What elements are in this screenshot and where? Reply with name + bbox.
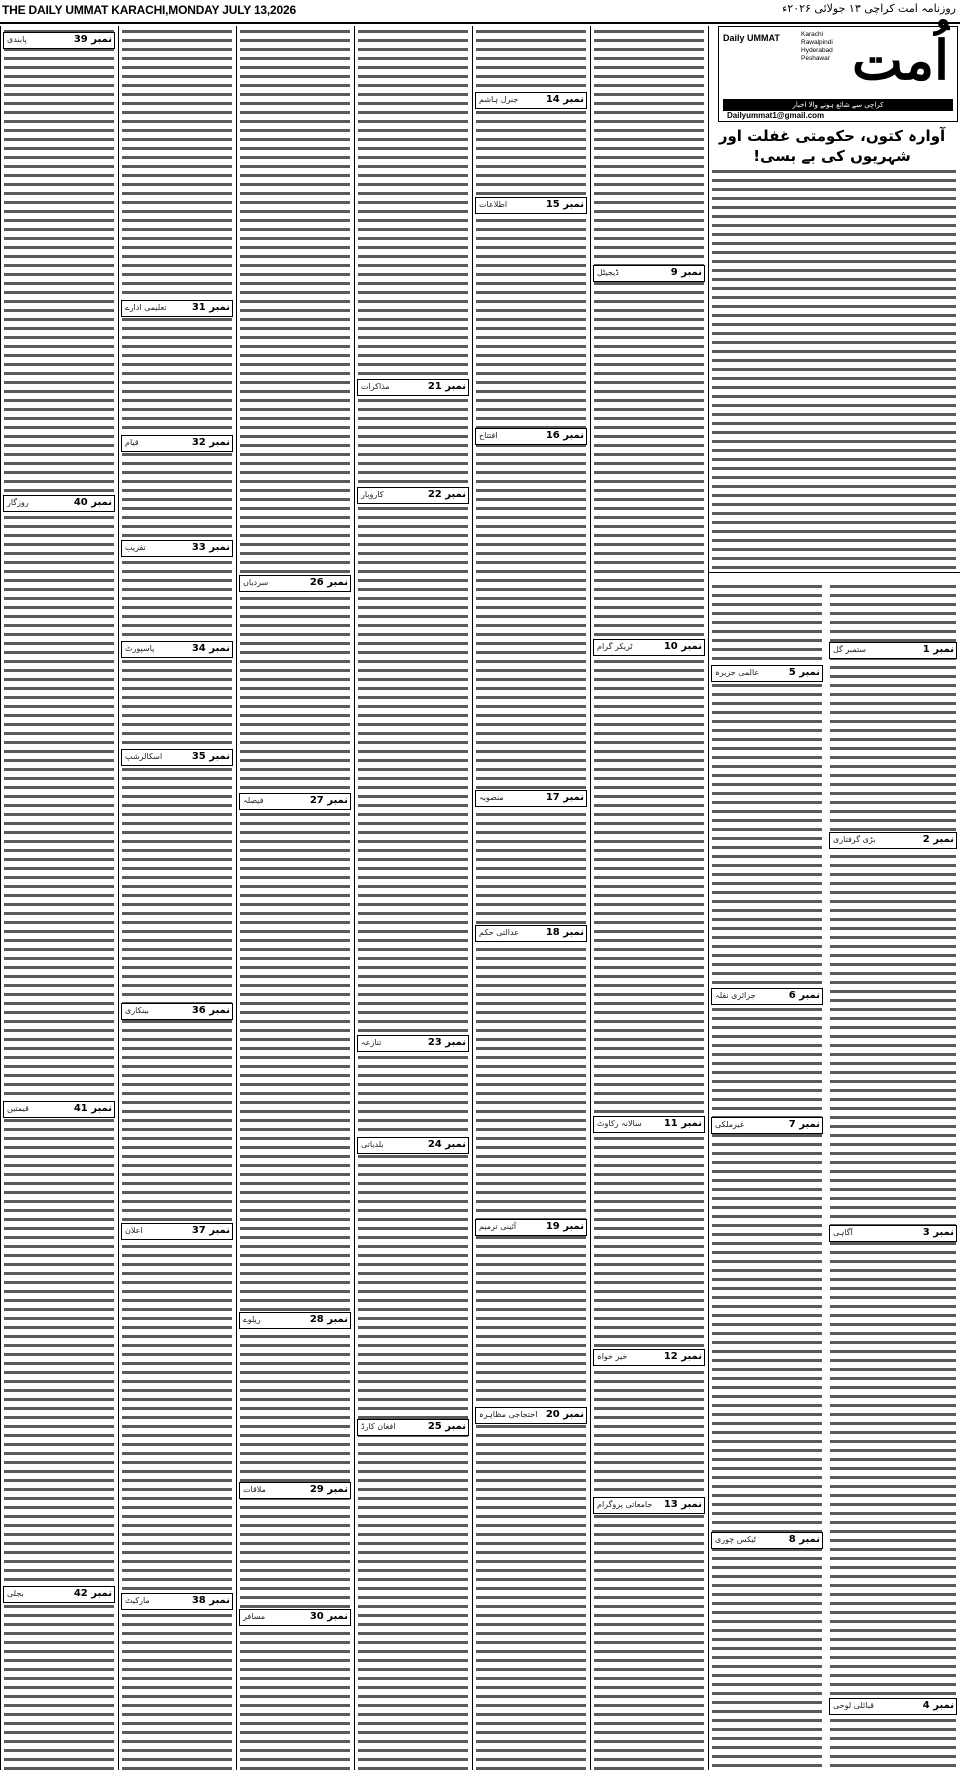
section-number: نمبر 30 xyxy=(309,1611,348,1622)
article-text xyxy=(240,30,350,1770)
article-text xyxy=(476,30,586,1770)
section-title: پاسپورٹ xyxy=(125,644,155,653)
section-title: ڈیجیٹل xyxy=(597,268,619,277)
section-number: نمبر 21 xyxy=(427,381,466,392)
article-text xyxy=(712,585,822,1770)
section-number: نمبر 31 xyxy=(191,302,230,313)
section-number: نمبر 41 xyxy=(73,1103,112,1114)
city-hyderabad: Hyderabad xyxy=(801,47,833,54)
section-number: نمبر 33 xyxy=(191,542,230,553)
article-text xyxy=(122,30,232,1770)
divider xyxy=(708,572,960,573)
section-heading xyxy=(593,1349,705,1366)
section-title: سالانہ رکاوٹ xyxy=(597,1119,642,1128)
section-number: نمبر 5 xyxy=(788,667,820,678)
section-number: نمبر 42 xyxy=(73,1588,112,1599)
section-number: نمبر 36 xyxy=(191,1005,230,1016)
section-title: مسافر xyxy=(243,1612,266,1621)
section-number: نمبر 4 xyxy=(922,1700,954,1711)
section-heading xyxy=(711,1117,823,1134)
section-number: نمبر 9 xyxy=(670,267,702,278)
section-title: بلدیاتی xyxy=(361,1140,384,1149)
section-number: نمبر 40 xyxy=(73,497,112,508)
section-heading xyxy=(239,575,351,592)
section-number: نمبر 2 xyxy=(922,834,954,845)
section-heading xyxy=(121,749,233,766)
section-number: نمبر 8 xyxy=(788,1534,820,1545)
section-heading xyxy=(475,428,587,445)
section-title: عالمی جزیرہ xyxy=(715,668,760,677)
section-title: ریلوے xyxy=(243,1315,261,1324)
section-heading xyxy=(239,1312,351,1329)
section-number: نمبر 23 xyxy=(427,1037,466,1048)
section-heading xyxy=(829,642,957,659)
brand-name: Daily UMMAT xyxy=(723,33,780,43)
section-number: نمبر 17 xyxy=(545,792,584,803)
section-heading xyxy=(121,1003,233,1020)
section-number: نمبر 13 xyxy=(663,1499,702,1510)
section-heading xyxy=(475,1407,587,1424)
section-number: نمبر 10 xyxy=(663,641,702,652)
section-heading xyxy=(357,487,469,504)
section-title: جزائری نقلہ xyxy=(715,991,756,1000)
section-title: افغان کارڈ xyxy=(361,1422,396,1431)
section-title: آگاہی xyxy=(833,1228,853,1237)
main-headline: آوارہ کتوں، حکومتی غفلت اور شہریوں کی بے بسی! xyxy=(718,127,946,165)
city-peshawar: Peshawar xyxy=(801,55,830,62)
section-number: نمبر 16 xyxy=(545,430,584,441)
section-number: نمبر 19 xyxy=(545,1221,584,1232)
section-heading xyxy=(475,790,587,807)
section-number: نمبر 1 xyxy=(922,644,954,655)
section-title: غیرملکی xyxy=(715,1120,745,1129)
article-text xyxy=(830,585,956,1770)
section-title: جنرل ہاشم xyxy=(479,95,519,104)
section-number: نمبر 3 xyxy=(922,1227,954,1238)
section-number: نمبر 15 xyxy=(545,199,584,210)
section-title: ٹریکر گرام xyxy=(597,642,633,651)
section-number: نمبر 6 xyxy=(788,990,820,1001)
section-heading xyxy=(711,988,823,1005)
section-title: تنازعہ xyxy=(361,1038,382,1047)
section-number: نمبر 20 xyxy=(545,1409,584,1420)
section-heading xyxy=(475,92,587,109)
section-heading xyxy=(711,665,823,682)
section-heading xyxy=(357,1035,469,1052)
section-heading xyxy=(593,639,705,656)
section-title: جامعاتی پروگرام xyxy=(597,1500,653,1509)
section-heading xyxy=(239,1609,351,1626)
section-heading xyxy=(121,1593,233,1610)
section-title: آئینی ترمیم xyxy=(479,1222,517,1231)
section-heading xyxy=(357,379,469,396)
section-title: بجلی xyxy=(7,1589,24,1598)
section-number: نمبر 32 xyxy=(191,437,230,448)
section-heading xyxy=(121,641,233,658)
section-title: بڑی گرفتاری xyxy=(833,835,876,844)
section-number: نمبر 24 xyxy=(427,1139,466,1150)
section-heading xyxy=(593,265,705,282)
section-heading xyxy=(475,1219,587,1236)
section-heading xyxy=(121,300,233,317)
section-title: فیصلہ xyxy=(243,796,264,805)
section-title: کاروبار xyxy=(361,490,384,499)
article-text xyxy=(4,30,114,1770)
city-rawalpindi: Rawalpindi xyxy=(801,39,833,46)
section-number: نمبر 28 xyxy=(309,1314,348,1325)
city-karachi: Karachi xyxy=(801,31,824,38)
section-heading xyxy=(121,435,233,452)
section-title: قیام xyxy=(125,438,139,447)
section-number: نمبر 27 xyxy=(309,795,348,806)
section-title: اطلاعات xyxy=(479,200,508,209)
section-heading xyxy=(475,925,587,942)
section-title: تقریب xyxy=(125,543,146,552)
section-title: عدالتی حکم xyxy=(479,928,519,937)
section-number: نمبر 26 xyxy=(309,577,348,588)
section-title: تعلیمی ادارے xyxy=(125,303,167,312)
logo: اُمت xyxy=(852,28,949,92)
section-number: نمبر 38 xyxy=(191,1595,230,1606)
section-heading xyxy=(3,495,115,512)
section-title: بینکاری xyxy=(125,1006,150,1015)
section-number: نمبر 11 xyxy=(663,1118,702,1129)
section-heading xyxy=(121,1223,233,1240)
section-title: روزگار xyxy=(7,498,29,507)
email: Dailyummat1@gmail.com xyxy=(727,111,825,120)
section-title: قبائلی لوحی xyxy=(833,1701,874,1710)
section-heading xyxy=(593,1497,705,1514)
section-title: خیر خواہ xyxy=(597,1352,628,1361)
section-heading xyxy=(357,1137,469,1154)
section-title: پابندی xyxy=(7,35,27,44)
section-title: سردیاں xyxy=(243,578,269,587)
article-text xyxy=(358,30,468,1770)
section-heading xyxy=(829,1698,957,1715)
section-title: احتجاجی مظاہرہ xyxy=(479,1410,538,1419)
masthead-notice: کراچی سے شائع ہونے والا اخبار xyxy=(723,99,953,111)
section-heading xyxy=(239,793,351,810)
section-heading xyxy=(121,540,233,557)
section-title: مارکیٹ xyxy=(125,1596,150,1605)
section-number: نمبر 39 xyxy=(73,34,112,45)
section-title: ملاقات xyxy=(243,1485,266,1494)
section-title: قیمتیں xyxy=(7,1104,29,1113)
section-number: نمبر 14 xyxy=(545,94,584,105)
section-title: ٹیکس چوری xyxy=(715,1535,757,1544)
section-title: اسکالرشپ xyxy=(125,752,163,761)
section-number: نمبر 22 xyxy=(427,489,466,500)
section-heading xyxy=(711,1532,823,1549)
section-heading xyxy=(3,1586,115,1603)
section-number: نمبر 7 xyxy=(788,1119,820,1130)
section-heading xyxy=(239,1482,351,1499)
section-heading xyxy=(829,832,957,849)
section-number: نمبر 12 xyxy=(663,1351,702,1362)
section-number: نمبر 35 xyxy=(191,751,230,762)
section-title: مذاکرات xyxy=(361,382,390,391)
date-bar xyxy=(0,0,960,24)
article-text xyxy=(712,170,956,570)
english-dateline: THE DAILY UMMAT KARACHI,MONDAY JULY 13,2026 xyxy=(2,3,296,17)
section-title: اعلان xyxy=(125,1226,143,1235)
section-heading xyxy=(593,1116,705,1133)
section-number: نمبر 18 xyxy=(545,927,584,938)
urdu-dateline: روزنامہ امت کراچی ۱۳ جولائی ۲۰۲۶ء xyxy=(782,2,956,15)
section-heading xyxy=(3,1101,115,1118)
section-heading xyxy=(829,1225,957,1242)
section-title: منصوبہ xyxy=(479,793,504,802)
section-number: نمبر 34 xyxy=(191,643,230,654)
section-number: نمبر 25 xyxy=(427,1421,466,1432)
section-title: افتتاح xyxy=(479,431,498,440)
section-number: نمبر 37 xyxy=(191,1225,230,1236)
section-heading xyxy=(475,197,587,214)
section-number: نمبر 29 xyxy=(309,1484,348,1495)
section-heading xyxy=(3,32,115,49)
section-heading xyxy=(357,1419,469,1436)
section-title: ستمبر گل xyxy=(833,645,866,654)
